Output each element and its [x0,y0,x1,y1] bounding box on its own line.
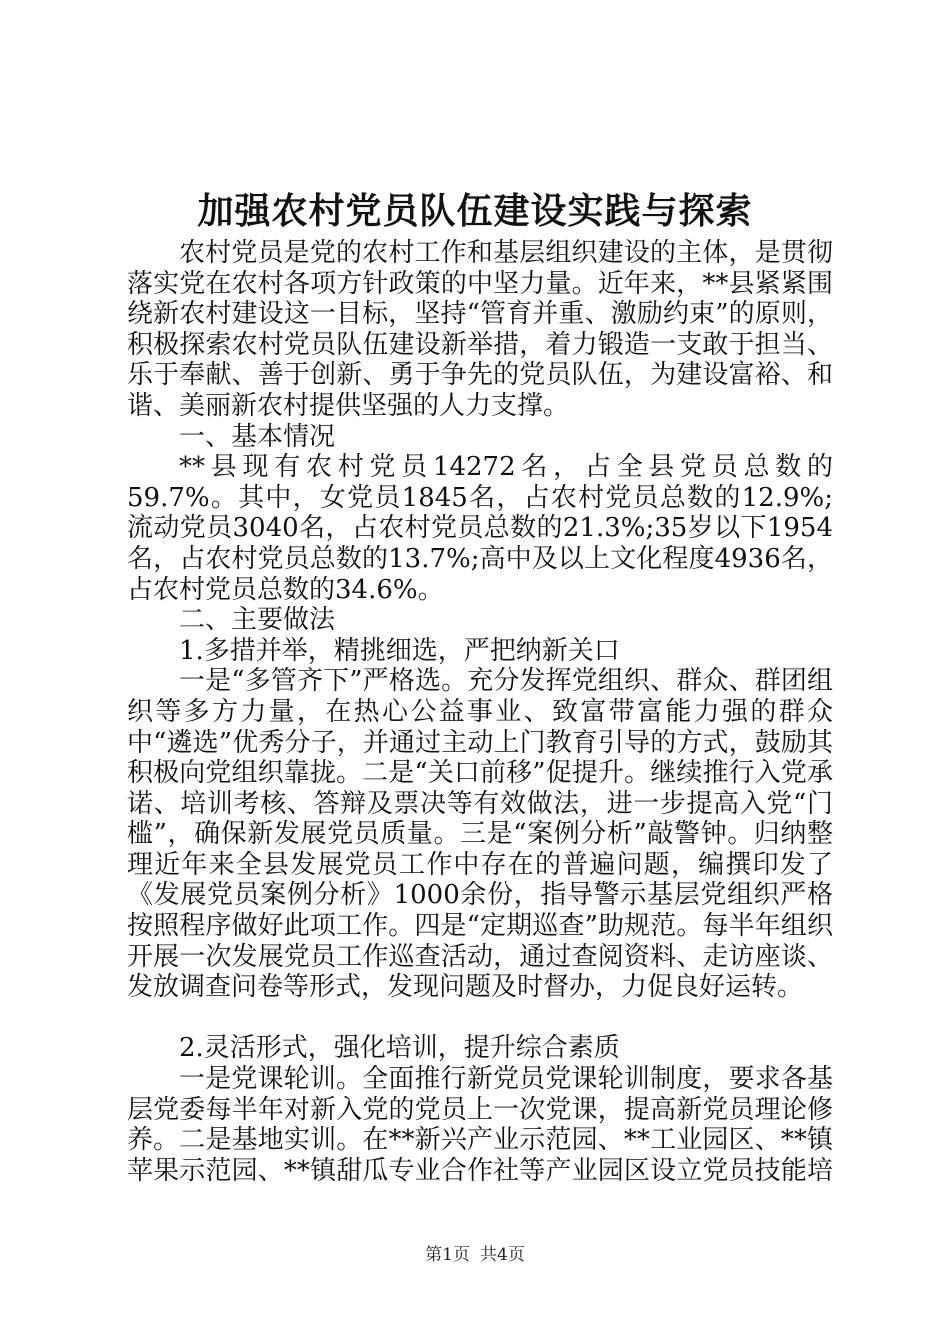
paragraph-statistics: **县现有农村党员14272名，占全县党员总数的59.7%。其中，女党员1845名，占农村党员总数的12.9%;流动党员3040名，占农村党员总数的21.3%;35岁以下1954名，占农村党员总数的13.7%;高中及以上文化程度4936名，占农村党员总数的34.6%。 [127,452,833,605]
section-heading-basic-situation: 一、基本情况 [179,421,336,452]
page-number: 第1页 [425,1245,470,1265]
document-body [127,238,833,1186]
paragraph-intro: 农村党员是党的农村工作和基层组织建设的主体，是贯彻落实党在农村各项方针政策的中坚力量。近年来，**县紧紧围绕新农村建设这一目标，坚持“管育并重、激励约束”的原则，积极探索农村党员队伍建设新举措，着力锻造一支敢于担当、乐于奉献、善于创新、勇于争先的党员队伍，为建设富裕、和谐、美丽新农村提供坚强的人力支撑。 [127,238,833,421]
paragraph-training: 一是党课轮训。全面推行新党员党课轮训制度，要求各基层党委每半年对新入党的党员上一次党课，提高新党员理论修养。二是基地实训。在**新兴产业示范园、**工业园区、**镇苹果示范园、**镇甜瓜专业合作社等产业园区设立党员技能培 [127,1064,833,1186]
section-heading-main-practices: 二、主要做法 [179,605,336,636]
subheading-training: 2.灵活形式，强化培训，提升综合素质 [179,1033,620,1064]
paragraph-recruitment: 一是“多管齐下”严格选。充分发挥党组织、群众、群团组织等多方力量，在热心公益事业、致富带富能力强的群众中“遴选”优秀分子，并通过主动上门教育引导的方式，鼓励其积极向党组织靠拢。二是“关口前移”促提升。继续推行入党承诺、培训考核、答辩及票决等有效做法，进一步提高入党“门槛”，确保新发展党员质量。三是“案例分析”敲警钟。归纳整理近年来全县发展党员工作中存在的普遍问题，编撰印发了《发展党员案例分析》1000余份，指导警示基层党组织严格按照程序做好此项工作。四是“定期巡查”助规范。每半年组织开展一次发展党员工作巡查活动，通过查阅资料、走访座谈、发放调查问卷等形式，发现问题及时督办，力促良好运转。 [127,666,833,1003]
document-title: 加强农村党员队伍建设实践与探索 [197,190,753,232]
subheading-recruitment: 1.多措并举，精挑细选，严把纳新关口 [179,635,620,666]
page-footer [0,1244,950,1266]
paragraph-spacer [127,1003,833,1034]
page-total: 共4页 [480,1245,525,1265]
